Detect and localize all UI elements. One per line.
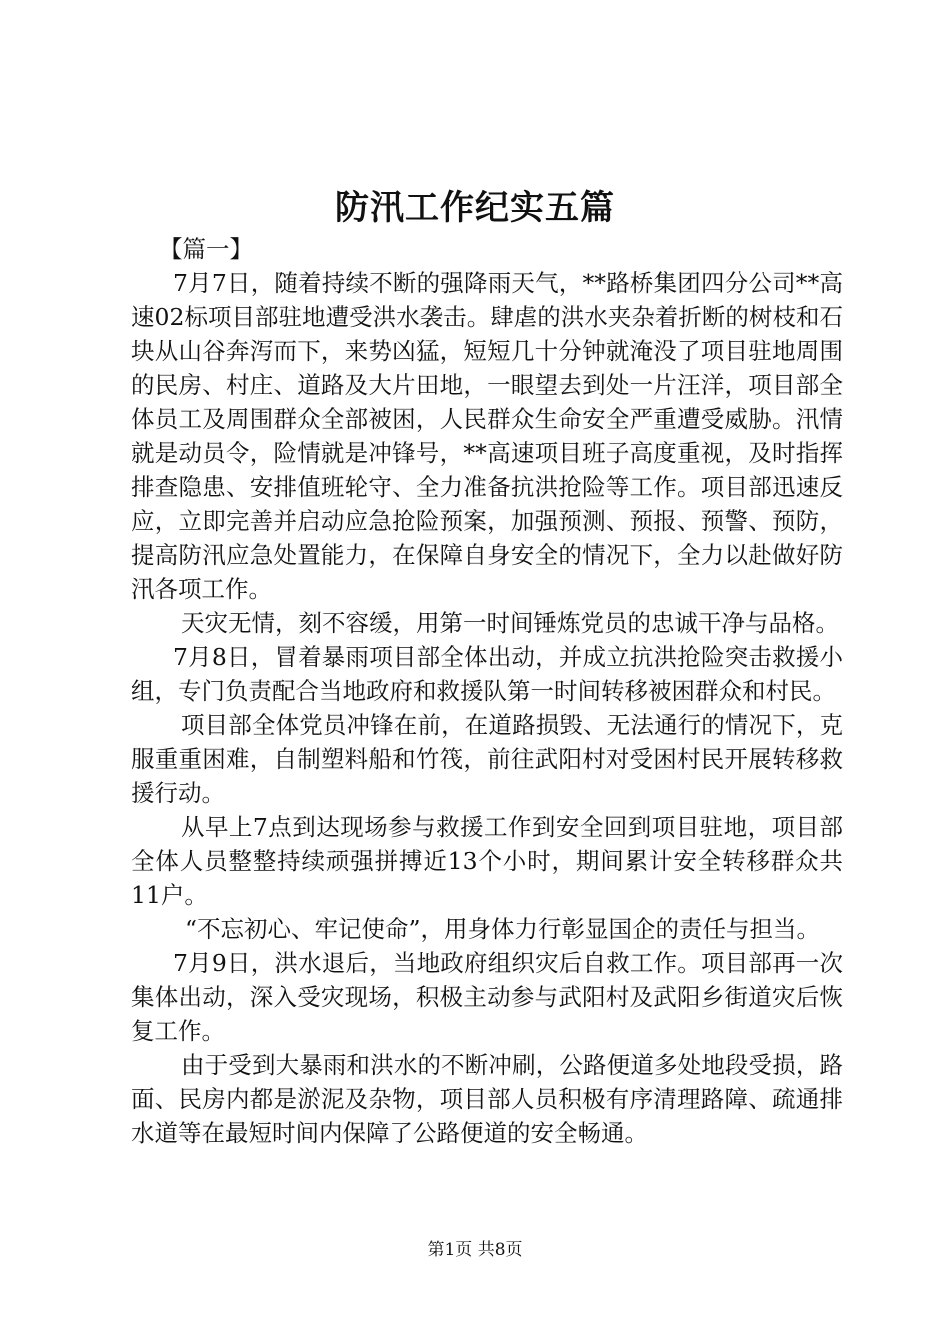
paragraph: 项目部全体党员冲锋在前，在道路损毁、无法通行的情况下，克服重重困难，自制塑料船和竹筏，前往武阳村对受困村民开展转移救援行动。 (131, 711, 843, 807)
paragraph: 天灾无情，刻不容缓，用第一时间锤炼党员的忠诚干净与品格。 (181, 609, 839, 637)
paragraph: 从早上7点到达现场参与救援工作到安全回到项目驻地，项目部全体人员整整持续顽强拼搏近13个小时，期间累计安全转移群众共11户。 (131, 813, 843, 909)
paragraph: 7月7日，随着持续不断的强降雨天气，**路桥集团四分公司**高速02标项目部驻地遭受洪水袭击。肆虐的洪水夹杂着折断的树枝和石块从山谷奔泻而下，来势凶猛，短短几十分钟就淹没了项目驻地周围的民房、村庄、道路及大片田地，一眼望去到处一片汪洋，项目部全体员工及周围群众全部被困，人民群众生命安全严重遭受威胁。汛情就是动员令，险情就是冲锋号，**高速项目班子高度重视，及时指挥排查隐患、安排值班轮守、全力准备抗洪抢险等工作。项目部迅速反应，立即完善并启动应急抢险预案，加强预测、预报、预警、预防，提高防汛应急处置能力，在保障自身安全的情况下，全力以赴做好防汛各项工作。 (131, 269, 843, 603)
paragraph: “不忘初心、牢记使命”，用身体力行彰显国企的责任与担当。 (185, 915, 821, 943)
paragraph: 7月8日，冒着暴雨项目部全体出动，并成立抗洪抢险突击救援小组，专门负责配合当地政府和救援队第一时间转移被困群众和村民。 (131, 643, 843, 705)
document-title: 防汛工作纪实五篇 (335, 188, 615, 228)
section-heading: 【篇一】 (159, 235, 253, 263)
page-number-footer: 第1页 共8页 (427, 1240, 523, 1260)
paragraph: 由于受到大暴雨和洪水的不断冲刷，公路便道多处地段受损，路面、民房内都是淤泥及杂物，项目部人员积极有序清理路障、疏通排水道等在最短时间内保障了公路便道的安全畅通。 (131, 1051, 843, 1147)
document-body (131, 232, 843, 1150)
paragraph: 7月9日，洪水退后，当地政府组织灾后自救工作。项目部再一次集体出动，深入受灾现场，积极主动参与武阳村及武阳乡街道灾后恢复工作。 (131, 949, 843, 1045)
